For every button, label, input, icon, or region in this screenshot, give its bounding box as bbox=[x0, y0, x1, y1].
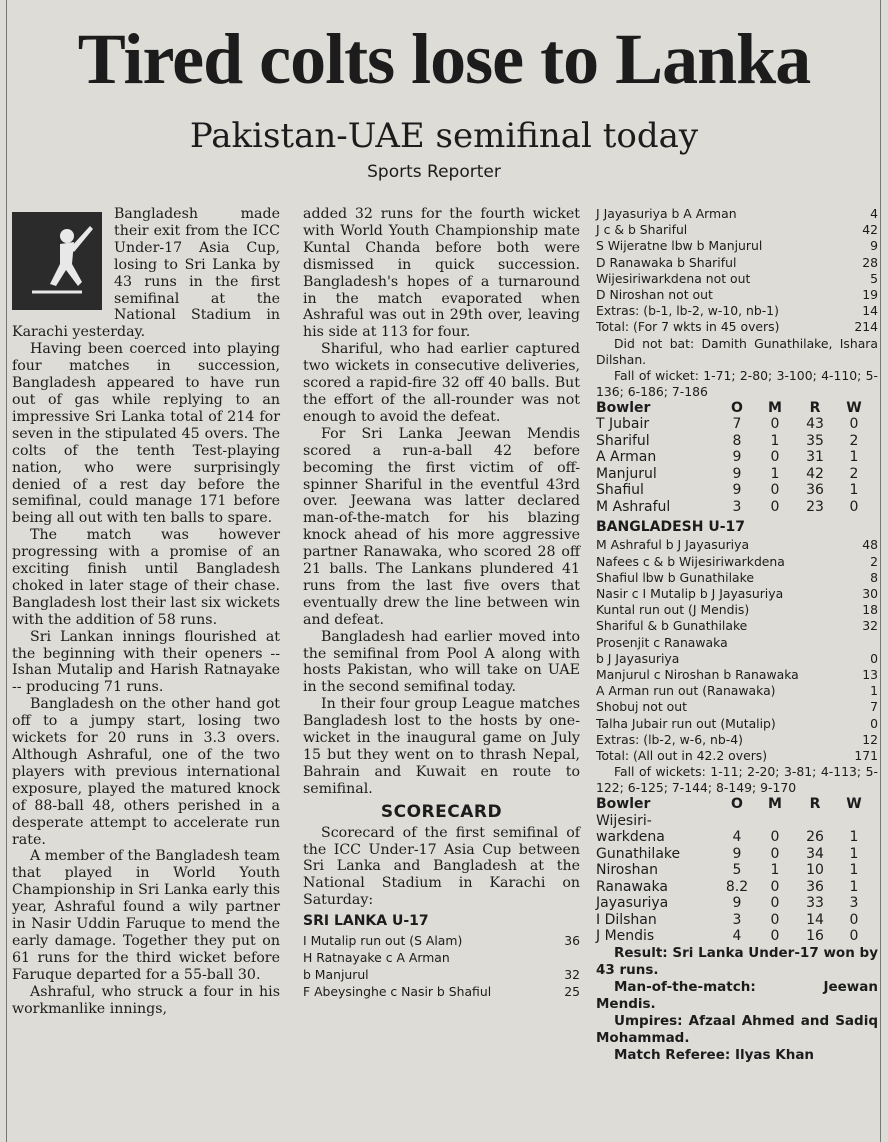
scorecard-row bbox=[596, 287, 878, 303]
bowling-figure: 42 bbox=[806, 465, 824, 482]
batsman-entry: D Ranawaka b Shariful bbox=[596, 254, 737, 270]
bowler-name: I Dilshan bbox=[596, 911, 657, 928]
bowling-header-cell: R bbox=[809, 399, 821, 416]
bowling-figure: 10 bbox=[806, 862, 824, 879]
bowling-figure: 0 bbox=[770, 928, 780, 945]
batsman-entry: Nafees c & b Wijesiriwarkdena bbox=[596, 553, 785, 569]
scorecard-row bbox=[596, 222, 878, 238]
scorecard-row bbox=[596, 238, 878, 254]
scorecard-row bbox=[596, 586, 878, 602]
bowling-figure: 0 bbox=[770, 878, 780, 895]
bowling-figure: 3 bbox=[732, 911, 742, 928]
sri-lanka-team-heading: SRI LANKA U-17 bbox=[303, 913, 429, 930]
bowler-name: Ranawaka bbox=[596, 878, 668, 895]
runs-value: 7 bbox=[870, 699, 878, 715]
bowling-header-cell: O bbox=[731, 796, 743, 813]
runs-value: 18 bbox=[862, 602, 878, 618]
scorecard-heading: SCORECARD bbox=[380, 801, 503, 822]
cricket-batsman-icon bbox=[12, 212, 102, 310]
bowling-figure: 9 bbox=[732, 449, 742, 466]
bowling-figure: 0 bbox=[849, 498, 859, 515]
scorecard-row bbox=[303, 932, 580, 949]
bowling-figure: 43 bbox=[806, 416, 824, 433]
bangladesh-fall-of-wickets: Fall of wickets: 1-11; 2-20; 3-81; 4-113; 5-122; 6-125; 7-144; 8-149; 9-170 bbox=[596, 764, 878, 796]
scorecard-row bbox=[596, 635, 878, 651]
right-column-rule bbox=[880, 0, 881, 1142]
scorecard-row bbox=[303, 966, 580, 983]
batsman-entry: J c & b Shariful bbox=[596, 222, 688, 238]
batsman-entry: A Arman run out (Ranawaka) bbox=[596, 683, 776, 699]
runs-value: 13 bbox=[862, 666, 878, 682]
paragraph: Shariful, who had earlier captured two wickets in consecutive deliveries, scored a rapid-fire 32 off 40 balls. But the effort of the all-rounder was not enough to avoid the defeat. bbox=[303, 341, 580, 425]
paragraph: Sri Lankan innings flourished at the beginning with their openers -- Ishan Mutalip and Harish Ratnayake -- producing 71 runs. bbox=[12, 628, 280, 696]
batsman-entry: H Ratnayake c A Arman bbox=[303, 950, 450, 966]
bowling-figure bbox=[718, 813, 756, 830]
bowling-figure: 2 bbox=[849, 465, 859, 482]
bowling-figure: 3 bbox=[732, 498, 742, 515]
batsman-entry: Shobuj not out bbox=[596, 699, 687, 715]
bowling-figure: 0 bbox=[770, 449, 780, 466]
bowling-figure: 0 bbox=[849, 911, 859, 928]
bowling-figure: 23 bbox=[806, 498, 824, 515]
batsman-entry: Nasir c I Mutalip b J Jayasuriya bbox=[596, 585, 784, 601]
article-column-2 bbox=[303, 206, 580, 1000]
runs-value: 214 bbox=[854, 319, 878, 335]
runs-value: 14 bbox=[862, 303, 878, 319]
scorecard-row bbox=[596, 537, 878, 553]
bowler-name: M Ashraful bbox=[596, 498, 671, 515]
batsman-entry: Prosenjit c Ranawaka bbox=[596, 634, 728, 650]
bowling-header-cell: W bbox=[846, 399, 862, 416]
bowling-header-cell: Bowler bbox=[596, 796, 651, 813]
runs-value: 9 bbox=[870, 238, 878, 254]
bowling-figure: 26 bbox=[806, 829, 824, 846]
bowling-figure: 35 bbox=[806, 432, 824, 449]
scorecard-row bbox=[596, 602, 878, 618]
headline: Tired colts lose to Lanka bbox=[77, 19, 811, 99]
batsman-entry: Total: (For 7 wkts in 45 overs) bbox=[596, 319, 780, 335]
bowling-figure: 1 bbox=[849, 845, 859, 862]
paragraph: In their four group League matches Bangladesh lost to the hosts by one-wicket in the inaugural game on July 15 but they went on to thrash Nepal, Bahrain and Kuwait en route to semifinal. bbox=[303, 696, 580, 797]
batsman-entry: S Wijeratne lbw b Manjurul bbox=[596, 238, 763, 254]
subheadline: Pakistan-UAE semifinal today bbox=[189, 116, 699, 156]
bowling-figure: 0 bbox=[770, 895, 780, 912]
bowling-figure: 0 bbox=[770, 911, 780, 928]
runs-value: 4 bbox=[870, 206, 878, 221]
runs-value: 48 bbox=[862, 537, 878, 553]
batsman-entry: F Abeysinghe c Nasir b Shafiul bbox=[303, 984, 492, 1000]
scorecard-intro: Scorecard of the first semifinal of the ICC Under-17 Asia Cup between Sri Lanka and Bangladesh at the National Stadium in Karachi on Saturday: bbox=[303, 824, 580, 909]
batsman-entry: I Mutalip run out (S Alam) bbox=[303, 933, 463, 949]
batsman-entry: Kuntal run out (J Mendis) bbox=[596, 602, 750, 618]
bowling-figure: 0 bbox=[770, 416, 780, 433]
paragraph: The match was however progressing with a promise of an exciting finish until Bangladesh choked in later stage of their chase. Bangladesh lost their last six wickets with the addition of 58 runs. bbox=[12, 527, 280, 628]
match-referee: Match Referee: Ilyas Khan bbox=[614, 1046, 815, 1063]
bowler-name: J Mendis bbox=[596, 928, 655, 945]
batsman-entry: M Ashraful b J Jayasuriya bbox=[596, 537, 750, 553]
bowling-figure: 36 bbox=[806, 482, 824, 499]
batsman-entry: Total: (All out in 42.2 overs) bbox=[596, 747, 768, 763]
bowler-name: Shafiul bbox=[596, 482, 644, 499]
runs-value: 12 bbox=[862, 731, 878, 747]
sri-lanka-batting-part2 bbox=[596, 206, 878, 336]
bowling-figure: 0 bbox=[849, 928, 859, 945]
bowler-name: T Jubair bbox=[596, 416, 650, 433]
paragraph: Bangladesh made their exit from the ICC Under-17 Asia Cup, losing to Sri Lanka by 43 runs in the first semifinal at the National Stadium in Karachi yesterday. bbox=[12, 206, 280, 341]
batsman-entry: b Manjurul bbox=[303, 967, 369, 983]
runs-value: 2 bbox=[870, 553, 878, 569]
bowling-figure: 0 bbox=[770, 845, 780, 862]
bowling-figure: 34 bbox=[806, 845, 824, 862]
runs-value: 28 bbox=[862, 254, 878, 270]
bowling-figure: 7 bbox=[732, 416, 742, 433]
bowling-figure: 0 bbox=[849, 416, 859, 433]
scorecard-row bbox=[596, 716, 878, 732]
batsman-entry: J Jayasuriya b A Arman bbox=[596, 206, 737, 221]
bangladesh-team-heading: BANGLADESH U-17 bbox=[596, 519, 745, 536]
bowling-header-cell: M bbox=[768, 399, 782, 416]
bowling-figure: 14 bbox=[806, 911, 824, 928]
batsman-entry: Shariful & b Gunathilake bbox=[596, 618, 748, 634]
bowling-figure: 1 bbox=[849, 449, 859, 466]
bowling-figure: 1 bbox=[849, 862, 859, 879]
bowling-figure: 9 bbox=[732, 845, 742, 862]
scorecard-row bbox=[596, 554, 878, 570]
paragraph: Having been coerced into playing four matches in succession, Bangladesh appeared to have run out of gas while replying to an impressive Sri Lanka total of 214 for seven in the stipulated 45 overs. The colts of the tenth Test-playing nation, who were surprisingly denied of a rest day before the semifinal, could manage 171 before being all out with ten balls to spare. bbox=[12, 341, 280, 527]
bowling-figure: 1 bbox=[849, 829, 859, 846]
bowling-figure: 9 bbox=[732, 465, 742, 482]
scorecard-row bbox=[596, 319, 878, 335]
bowling-header-cell: R bbox=[809, 796, 821, 813]
bowling-figure: 9 bbox=[732, 895, 742, 912]
bowling-figure: 36 bbox=[806, 878, 824, 895]
bowler-name: warkdena bbox=[596, 829, 665, 846]
bowling-figure: 2 bbox=[849, 432, 859, 449]
bowler-name: Wijesiri- bbox=[596, 812, 652, 829]
runs-value: 42 bbox=[862, 222, 878, 238]
scorecard-row bbox=[596, 255, 878, 271]
scorecard-row bbox=[596, 732, 878, 748]
bowling-figure: 4 bbox=[732, 829, 742, 846]
runs-value: 32 bbox=[862, 618, 878, 634]
paragraph: A member of the Bangladesh team that played in World Youth Championship in Sri Lanka early this year, Ashraful found a wily partner in Nasir Uddin Faruque to mend the early damage. Together they put on 61 runs for the third wicket before Faruque departed for a 55-ball 30. bbox=[12, 848, 280, 983]
runs-value: 0 bbox=[870, 650, 878, 666]
scorecard-row bbox=[596, 303, 878, 319]
scorecard-row bbox=[303, 949, 580, 966]
match-result: Result: Sri Lanka Under-17 won by 43 runs. bbox=[596, 944, 878, 978]
scorecard-row bbox=[303, 983, 580, 1000]
bowling-figure: 1 bbox=[770, 862, 780, 879]
scorecard-row bbox=[596, 748, 878, 764]
bowling-figure: 1 bbox=[770, 432, 780, 449]
runs-value: 32 bbox=[564, 967, 580, 983]
sri-lanka-fall-of-wickets: Fall of wicket: 1-71; 2-80; 3-100; 4-110; 5-136; 6-186; 7-186 bbox=[596, 367, 878, 399]
bowling-header-cell: M bbox=[768, 796, 782, 813]
bowling-figure: 33 bbox=[806, 895, 824, 912]
did-not-bat: Did not bat: Damith Gunathilake, Ishara Dilshan. bbox=[596, 335, 878, 367]
scorecard-row bbox=[596, 651, 878, 667]
bowler-name: Jayasuriya bbox=[596, 895, 669, 912]
bowling-figure: 4 bbox=[732, 928, 742, 945]
batsman-entry: Talha Jubair run out (Mutalip) bbox=[596, 715, 776, 731]
bowler-name: A Arman bbox=[596, 449, 657, 466]
bowling-figure: 3 bbox=[849, 895, 859, 912]
bowling-figure: 1 bbox=[849, 482, 859, 499]
scorecard-row bbox=[596, 206, 878, 222]
man-of-the-match: Man-of-the-match: Jeewan Mendis. bbox=[596, 978, 878, 1012]
bowling-figure: 31 bbox=[806, 449, 824, 466]
runs-value: 8 bbox=[870, 569, 878, 585]
batsman-entry: Extras: (b-1, lb-2, w-10, nb-1) bbox=[596, 303, 779, 319]
scorecard-row bbox=[596, 618, 878, 634]
scorecard-row bbox=[596, 683, 878, 699]
sri-lanka-bowling-table bbox=[596, 796, 878, 945]
bowling-figure: 1 bbox=[770, 465, 780, 482]
paragraph: added 32 runs for the fourth wicket with World Youth Championship mate Kuntal Chanda before both were dismissed in quick succession. Bangladesh's hopes of a turnaround in the match evaporated when Ashraful was out in 29th over, leaving his side at 113 for four. bbox=[303, 206, 580, 341]
bowling-header-cell: W bbox=[846, 796, 862, 813]
bowler-name: Gunathilake bbox=[596, 845, 681, 862]
bowling-figure: 8 bbox=[732, 432, 742, 449]
batsman-entry: Extras: (lb-2, w-6, nb-4) bbox=[596, 731, 743, 747]
sri-lanka-batting-part1 bbox=[303, 932, 580, 1000]
bowler-name: Shariful bbox=[596, 432, 650, 449]
bowling-header-cell: O bbox=[731, 399, 743, 416]
batsman-entry: Shafiul lbw b Gunathilake bbox=[596, 569, 754, 585]
bowling-figure: 9 bbox=[732, 482, 742, 499]
batsman-entry: Wijesiriwarkdena not out bbox=[596, 270, 751, 286]
runs-value: 19 bbox=[862, 287, 878, 303]
bangladesh-batting bbox=[596, 537, 878, 764]
byline: Sports Reporter bbox=[367, 162, 501, 182]
bowling-figure: 1 bbox=[849, 878, 859, 895]
batsman-entry: Manjurul c Niroshan b Ranawaka bbox=[596, 666, 799, 682]
runs-value: 171 bbox=[854, 747, 878, 763]
bowling-figure: 0 bbox=[770, 829, 780, 846]
scorecard-row bbox=[596, 699, 878, 715]
bowler-name: Manjurul bbox=[596, 465, 657, 482]
batsman-entry: b J Jayasuriya bbox=[596, 650, 680, 666]
runs-value: 1 bbox=[870, 683, 878, 699]
bowling-figure: 16 bbox=[806, 928, 824, 945]
bowling-figure bbox=[794, 813, 836, 830]
bowler-name: Niroshan bbox=[596, 862, 658, 879]
umpires: Umpires: Afzaal Ahmed and Sadiq Mohammad. bbox=[596, 1012, 878, 1046]
scorecard-row bbox=[596, 667, 878, 683]
paragraph: Ashraful, who struck a four in his workmanlike innings, bbox=[12, 983, 280, 1017]
runs-value: 36 bbox=[564, 933, 580, 949]
scorecard-row bbox=[596, 570, 878, 586]
article-column-1 bbox=[12, 206, 280, 1018]
bangladesh-bowling-table bbox=[596, 400, 878, 516]
bowling-figure: 0 bbox=[770, 482, 780, 499]
bowling-figure bbox=[836, 813, 872, 830]
scorecard-row bbox=[596, 271, 878, 287]
paragraph: Bangladesh had earlier moved into the semifinal from Pool A along with hosts Pakistan, who will take on UAE in the second semifinal today. bbox=[303, 628, 580, 696]
bowling-header-cell: Bowler bbox=[596, 399, 651, 416]
paragraph: For Sri Lanka Jeewan Mendis scored a run-a-ball 42 before becoming the first victim of off-spinner Shariful in the eventful 43rd over. Jeewana was latter declared man-of-the-match for his blazing knock ahead of his more aggressive partner Ranawaka, who scored 28 off 21 balls. The Lankans plundered 41 runs from the last five overs that eventually drew the line between win and defeat. bbox=[303, 425, 580, 628]
runs-value: 30 bbox=[862, 585, 878, 601]
runs-value: 5 bbox=[870, 270, 878, 286]
scorecard-column bbox=[596, 206, 878, 1064]
batsman-entry: D Niroshan not out bbox=[596, 287, 713, 303]
runs-value: 0 bbox=[870, 715, 878, 731]
bowling-figure bbox=[756, 813, 794, 830]
runs-value: 25 bbox=[564, 984, 580, 1000]
bowling-figure: 8.2 bbox=[725, 878, 749, 895]
bowling-figure: 5 bbox=[732, 862, 742, 879]
paragraph: Bangladesh on the other hand got off to a jumpy start, losing two wickets for 20 runs in 3.3 overs. Although Ashraful, one of the two players with previous international exposure, played the matured knock of 88-ball 48, others perished in a desperate attempt to accelerate run rate. bbox=[12, 696, 280, 848]
bowling-figure: 0 bbox=[770, 498, 780, 515]
